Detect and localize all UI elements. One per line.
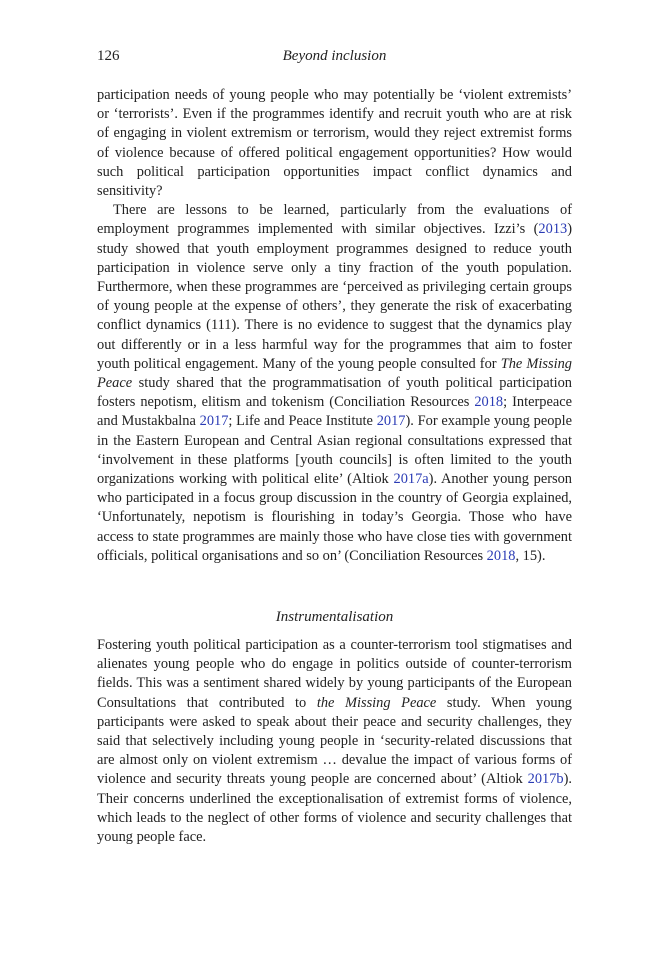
- citation-link-altiok-2017b[interactable]: 2017b: [527, 771, 564, 788]
- text-run: ). Their concerns underlined the exceptionalisation of extremist forms of violence, which leads to the neglect of other forms of violence and security challenges that young people face.: [97, 771, 572, 846]
- text-run: ; Interpeace and Mustakbalna: [97, 394, 572, 430]
- paragraph-continuation: [97, 86, 572, 201]
- text-run: There are lessons to be learned, particularly from the evaluations of employment programmes implemented with similar objectives. Izzi’s (: [97, 202, 572, 238]
- paragraph-text: participation needs of young people who may potentially be ‘violent extremists’ or ‘terrorists’. Even if the programmes identify and recruit youth who are at risk of engaging in violent extremism or terrorism, would they reject extremist forms of violence because of offered political engagement opportunities? How would such political participation opportunities impact conflict dynamics and sensitivity?: [97, 87, 572, 200]
- page-header: [97, 46, 572, 66]
- running-head: Beyond inclusion: [282, 48, 387, 64]
- citation-link-izzi-2013[interactable]: 2013: [538, 221, 568, 238]
- citation-link-life-peace-2017[interactable]: 2017: [376, 413, 406, 430]
- italic-title-missing-peace: The Missing Peace: [97, 355, 572, 392]
- text-run: study shared that the programmatisation of youth political participation fosters nepotism, elitism and tokenism (Conciliation Resources: [97, 375, 572, 411]
- body-text-top: [97, 86, 572, 566]
- text-run: ). For example young people in the Eastern European and Central Asian regional consultations expressed that ‘involvement in these platforms [youth councils] is often limited to the youth organizations working with political elite’ (Altiok: [97, 413, 572, 488]
- text-run: ). Another young person who participated in a focus group discussion in the country of Georgia explained, ‘Unfortunately, nepotism is flourishing in today’s Georgia. Those who have access to state programmes are mainly those who have close ties with government officials, political organisations and so on’ (Conciliation Resources: [97, 471, 572, 564]
- citation-link-interpeace-2017[interactable]: 2017: [199, 413, 229, 430]
- italic-title-missing-peace: the Missing Peace: [316, 694, 437, 711]
- text-run: , 15).: [515, 547, 546, 564]
- body-text-bottom: [97, 636, 572, 847]
- citation-link-conciliation-2018-15[interactable]: 2018: [486, 547, 516, 564]
- citation-link-conciliation-2018[interactable]: 2018: [474, 394, 504, 411]
- citation-link-altiok-2017a[interactable]: 2017a: [393, 471, 429, 488]
- text-run: ) study showed that youth employment programmes designed to reduce youth participation in violence serve only a tiny fraction of the youth population. Furthermore, when these programmes are ‘perceived as privileging certain groups of young people at the expense of others’, they generate the risk of exacerbating conflict dynamics (111). There is no evidence to suggest that the dynamics play out differently or in a less harmful way for the programmes that aim to foster youth political engagement. Many of the young people consulted for: [97, 221, 572, 372]
- text-run: ; Life and Peace Institute: [228, 413, 377, 430]
- text-run: Fostering youth political participation as a counter-terrorism tool stigmatises and alienates young people who do engage in politics outside of counter-terrorism fields. This was a sentiment shared widely by young participants of the European Consultations that contributed to: [97, 637, 572, 711]
- text-run: study. When young participants were asked to speak about their peace and security challenges, they said that selectively including young people in ‘security-related discussions that are almost only on violent extremism … devalue the impact of various forms of violence and security threats young people are concerned about’ (Altiok: [97, 694, 573, 788]
- paragraph-instrumentalisation: [97, 636, 572, 847]
- section-heading: Instrumentalisation: [275, 609, 394, 625]
- page-number: 126: [97, 48, 120, 64]
- paragraph-lessons: [97, 201, 572, 566]
